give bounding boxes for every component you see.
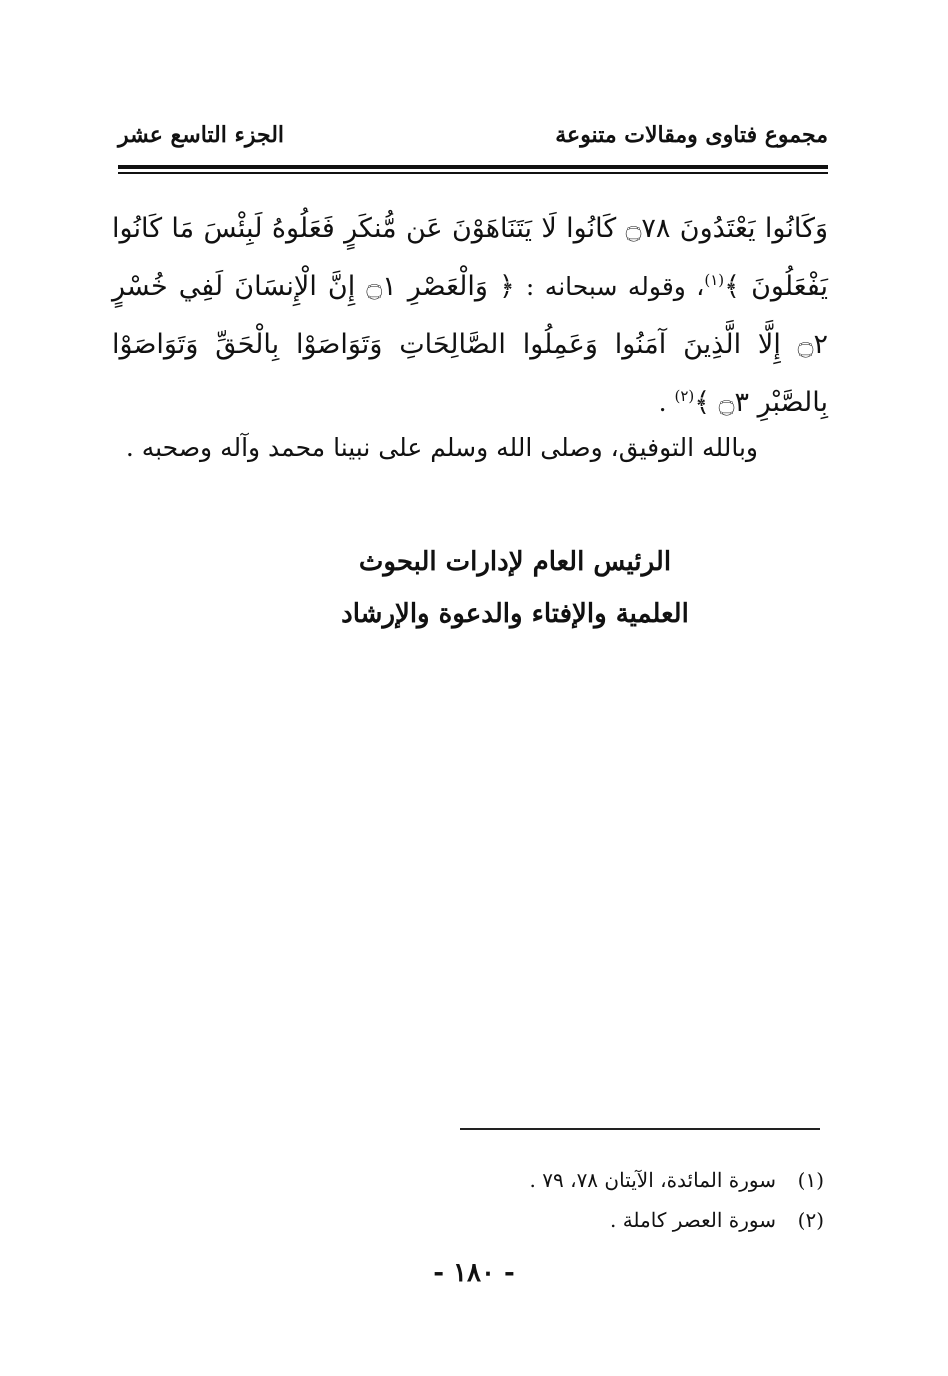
footnote-ref-1: (١) (704, 271, 725, 289)
signature-block (112, 536, 828, 640)
volume-label: الجزء التاسع عشر (118, 122, 285, 148)
paragraph-end: . (658, 388, 675, 417)
footnote-text: سورة العصر كاملة . (609, 1208, 776, 1232)
quran-verse-maida-line2: لَبِئْسَ مَا كَانُوا يَفْعَلُونَ ﴾ (112, 213, 828, 302)
closing-text: وبالله التوفيق، وصلى الله وسلم على نبينا محمد وآله وصحبه . (125, 433, 758, 462)
footnote-ref-2: (٢) (674, 387, 695, 405)
footnote-2 (400, 1200, 824, 1240)
page-number: - ١٨٠ - (433, 1258, 515, 1288)
connector-text: ، وقوله سبحانه : (525, 272, 705, 301)
footnote-1 (400, 1160, 824, 1200)
book-title: مجموع فتاوى ومقالات متنوعة (555, 122, 828, 148)
signature-line-1: الرئيس العام لإدارات البحوث (358, 547, 672, 577)
footnotes (400, 1160, 824, 1240)
footnote-separator (460, 1128, 820, 1130)
header-rule-thin (118, 172, 828, 174)
quran-verse-asr: ﴿ وَالْعَصْرِ ۝١ إِنَّ الْإِنسَانَ لَفِي خُسْرٍ ۝٢ إِلَّا الَّذِينَ آمَنُوا وَعَمِلُوا الصَّالِحَاتِ وَتَوَاصَوْا بِالْحَقِّ وَتَوَاصَوْا بِالصَّبْرِ ۝٣ ﴾ (112, 271, 828, 418)
footnote-number: (١) (797, 1168, 824, 1192)
main-paragraph (112, 200, 828, 432)
closing-paragraph (112, 420, 828, 476)
running-header (118, 122, 828, 162)
footnote-number: (٢) (797, 1208, 824, 1232)
header-rule-thick (118, 165, 828, 169)
footnote-text: سورة المائدة، الآيتان ٧٨، ٧٩ . (529, 1168, 776, 1192)
signature-line-2: العلمية والإفتاء والدعوة والإرشاد (341, 599, 689, 629)
quran-verse-maida-line1: وَكَانُوا يَعْتَدُونَ ۝٧٨ كَانُوا لَا يَتَنَاهَوْنَ عَن مُّنكَرٍ فَعَلُوهُ (271, 213, 828, 244)
